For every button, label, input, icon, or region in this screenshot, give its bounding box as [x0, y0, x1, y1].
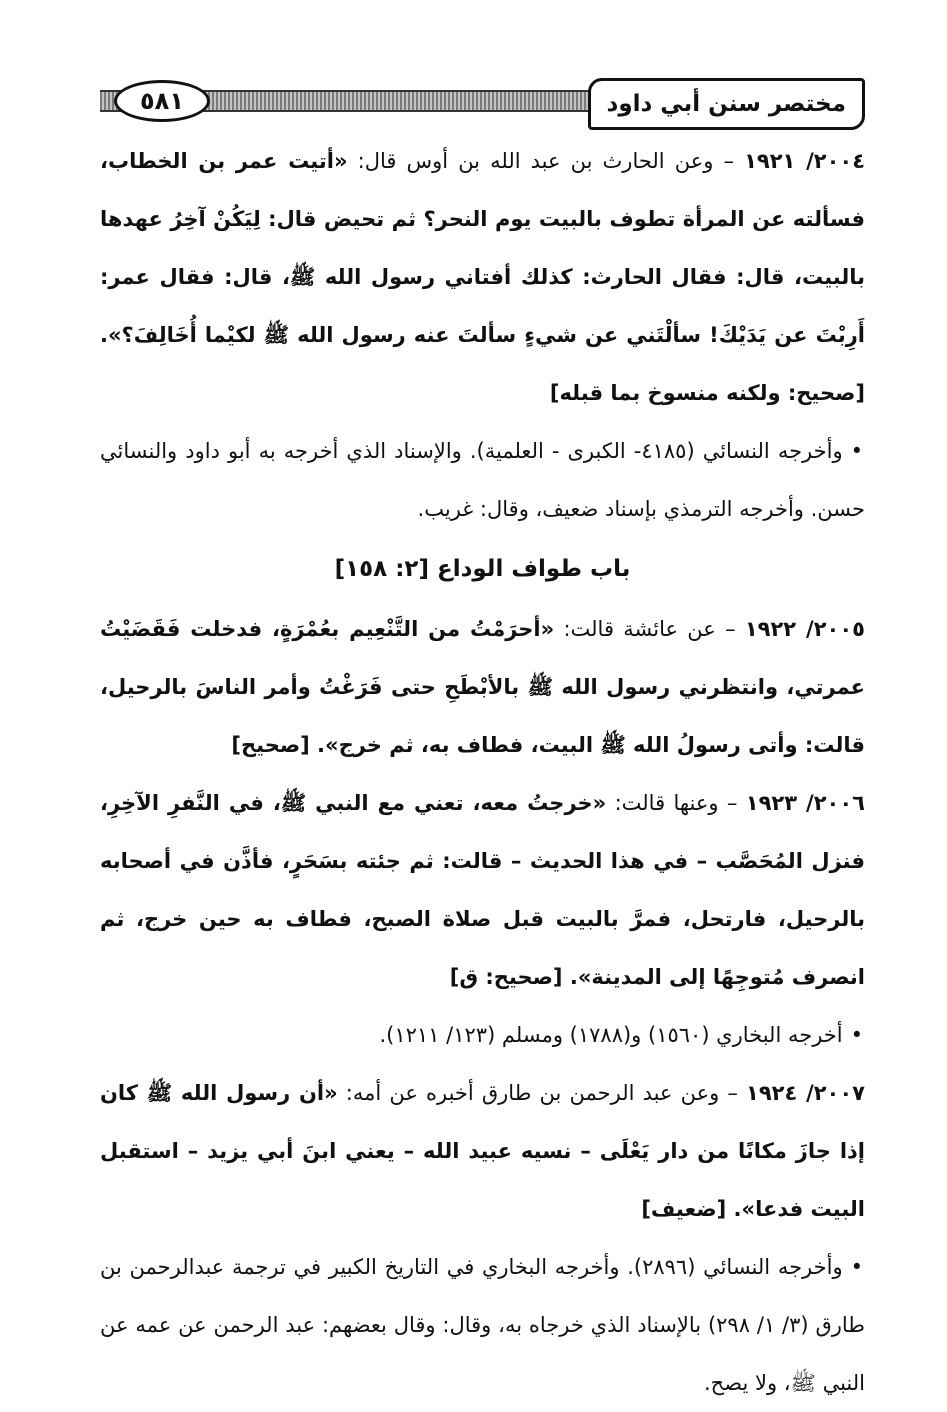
book-title: مختصر سنن أبي داود: [588, 78, 865, 130]
hadith-number: ٢٠٠٧/ ١٩٢٤: [746, 1081, 866, 1105]
bullet-icon: •: [850, 1023, 863, 1047]
hadith-number: ٢٠٠٤/ ١٩٢١: [744, 149, 866, 173]
note-text: وأخرجه النسائي (٢٨٩٦). وأخرجه البخاري في التاريخ الكبير في ترجمة عبدالرحمن بن طارق (٣/ ١/ ٢٩٨) بالإسناد الذي خرجاه به، وقال: وقال بعضهم: عبد الرحمن عن عمه عن النبي ﷺ، ولا يصح.: [100, 1255, 865, 1395]
hadith-2004: [100, 132, 865, 422]
bullet-icon: •: [850, 439, 863, 463]
note-text: أخرجه البخاري (١٥٦٠) و(١٧٨٨) ومسلم (١٢٣/ ١٢١١).: [379, 1023, 843, 1047]
hadith-2006: [100, 774, 865, 1006]
hadith-text: «أحرَمْتُ من التَّنْعِيم بعُمْرَةٍ، فدخلت فَقَضَيْتُ عمرتي، وانتظرني رسول الله ﷺ بالأبْطَحِ حتى فَرَغْتُ وأمر الناسَ بالرحيل، قالت: وأتى رسولُ الله ﷺ البيت، فطاف به، ثم خرج». [صحيح]: [100, 617, 865, 757]
note-text: وأخرجه النسائي (٤١٨٥- الكبرى - العلمية). والإسناد الذي أخرجه به أبو داود والنسائي حسن. وأخرجه الترمذي بإسناد ضعيف، وقال: غريب.: [100, 439, 865, 521]
hadith-number: ٢٠٠٦/ ١٩٢٣: [745, 791, 865, 815]
takhrij-note: [100, 1006, 865, 1064]
takhrij-note: [100, 422, 865, 538]
hadith-text: «أتيت عمر بن الخطاب، فسألته عن المرأة تطوف بالبيت يوم النحر؟ ثم تحيض قال: لِيَكُنْ آخِرُ عهدها بالبيت، قال: فقال الحارث: كذلك أفتاني رسول الله ﷺ، قال: فقال عمر: أَرِبْتَ عن يَدَيْكَ! سألْتَني عن شيءٍ سألتَ عنه رسول الله ﷺ لكيْما أُخَالِفَ؟». [صحيح: ولكنه منسوخ بما قبله]: [100, 149, 865, 405]
bullet-icon: •: [850, 1255, 863, 1279]
hadith-text: «أن رسول الله ﷺ كان إذا جازَ مكانًا من دار يَعْلَى – نسيه عبيد الله – يعني ابنَ أبي يزيد – استقبل البيت فدعا». [ضعيف]: [100, 1081, 865, 1221]
hadith-intro: – وعن الحارث بن عبد الله بن أوس قال:: [347, 149, 745, 173]
hadith-2007: [100, 1064, 865, 1238]
hadith-intro: – وعنها قالت:: [606, 791, 746, 815]
takhrij-note: [100, 1238, 865, 1412]
hadith-text: «خرجتُ معه، تعني مع النبي ﷺ، في النَّفرِ الآخِرِ، فنزل المُحَصَّب – في هذا الحديث – قالت: ثم جئته بسَحَرٍ، فأذَّن في أصحابه بالرحيل، فارتحل، فمرَّ بالبيت قبل صلاة الصبح، فطاف به حين خرج، ثم انصرف مُتوجِهًا إلى المدينة». [صحيح: ق]: [100, 791, 865, 989]
hadith-number: ٢٠٠٥/ ١٩٢٢: [744, 617, 865, 641]
hadith-intro: – وعن عبد الرحمن بن طارق أخبره عن أمه:: [337, 1081, 747, 1105]
page-number: ٥٨١: [114, 80, 210, 122]
hadith-intro: – عن عائشة قالت:: [554, 617, 745, 641]
chapter-heading: باب طواف الوداع [٢: ١٥٨]: [334, 556, 631, 582]
page-body: [100, 132, 865, 1412]
running-header: [100, 78, 865, 132]
hadith-2005: [100, 600, 865, 774]
